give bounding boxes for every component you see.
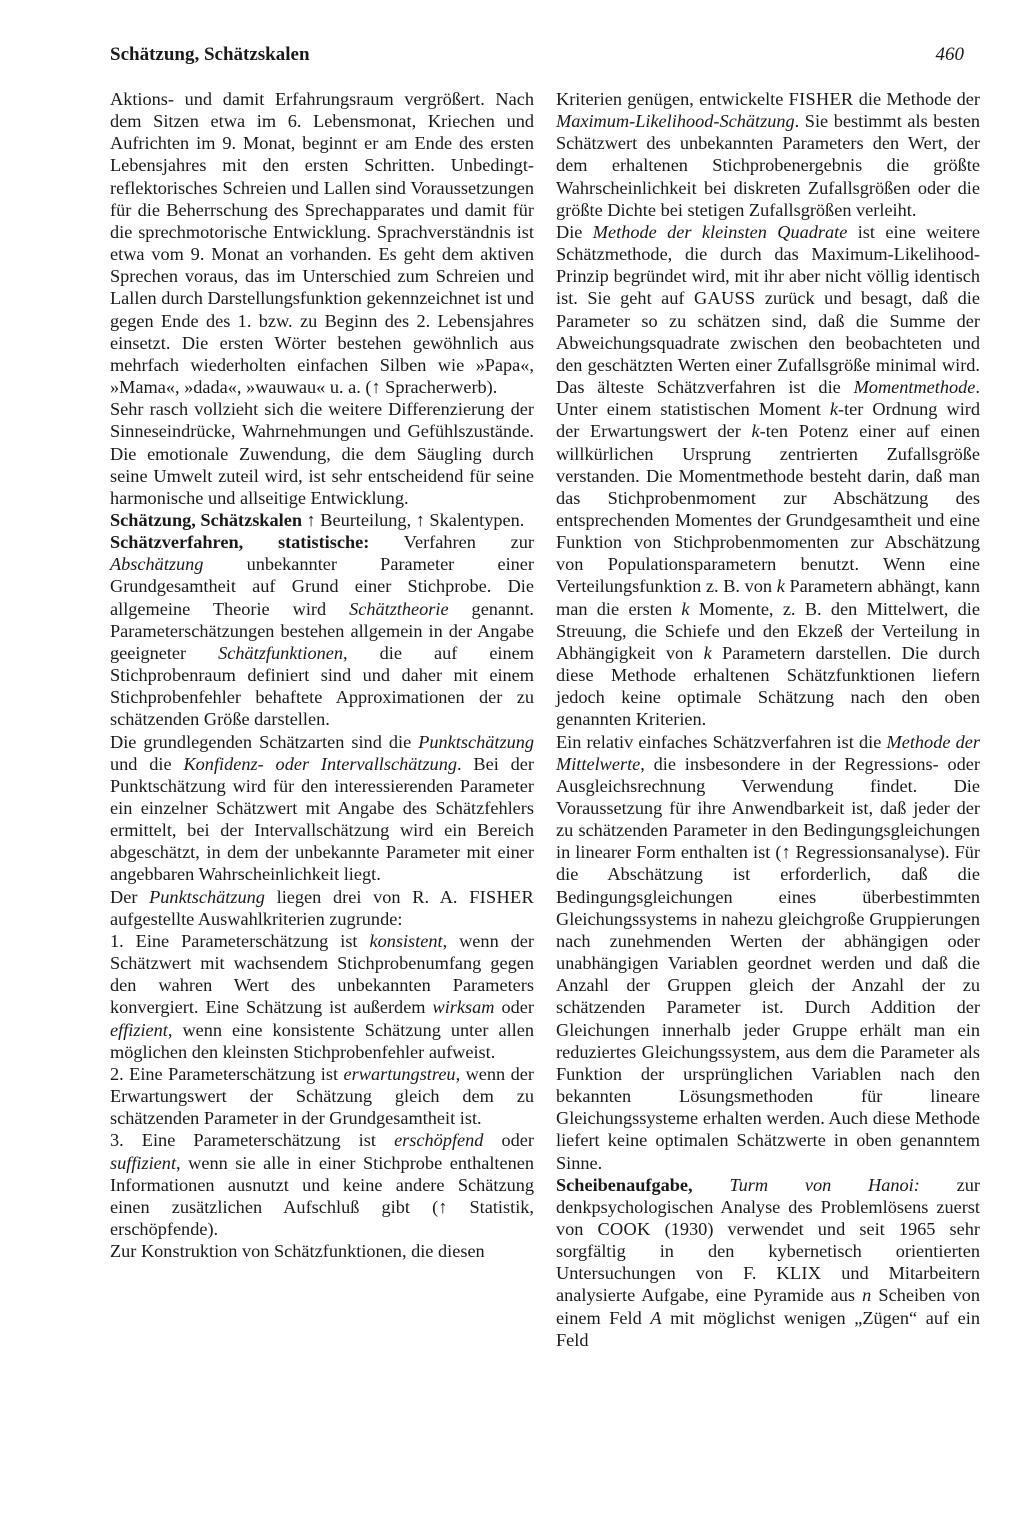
entry-term: Scheibenaufgabe,: [556, 1174, 693, 1195]
entry-schaetzverfahren: Schätzverfahren, statistische: Verfahren zur Abschätzung unbekannter Parameter einer Grundgesamtheit auf Grund einer Stichprobe. Die allgemeine Theorie wird Schätztheorie genannt. Parameterschätzungen bestehen allgemein in der Angabe geeigneter Schätzfunktionen, die auf einem Stichprobenraum definiert sind und daher mit einem Stichprobenfehler behaftete Approximationen der zu schätzenden Größe darstellen.: [110, 532, 534, 730]
page-number: 460: [935, 44, 964, 65]
entry-term: Schätzung, Schätzskalen: [110, 509, 302, 530]
paragraph-criterion-1: 1. Eine Parameterschätzung ist konsistent, wenn der Schätzwert mit wachsendem Stichprobenumfang gegen den wahren Wert des unbekannten Parameters konvergiert. Eine Schätzung ist außerdem wirksam oder effizient, wenn eine konsistente Schätzung unter allen möglichen den kleinsten Stichprobenfehler aufweist.: [110, 930, 534, 1062]
right-column: [556, 88, 980, 1351]
paragraph-criterion-2: 2. Eine Parameterschätzung ist erwartungstreu, wenn der Erwartungswert der Schätzung gleich dem zu schätzenden Parameter in der Grundgesamtheit ist.: [110, 1063, 534, 1129]
page-header: [110, 44, 964, 74]
left-column: [110, 88, 534, 1262]
paragraph-differentiation: Sehr rasch vollzieht sich die weitere Differenzierung der Sinneseindrücke, Wahrnehmungen und Gefühlszustände. Die emotionale Zuwendung, die dem Säugling durch seine Umwelt zuteil wird, ist sehr entscheidend für seine harmonische und allseitige Entwicklung.: [110, 399, 534, 508]
paragraph-maximum-likelihood: Kriterien genügen, entwickelte FISHER die Methode der Maximum-Likelihood-Schätzung. Sie bestimmt als besten Schätzwert des unbekannten Parameters den Wert, der dem erhaltenen Stichprobenergebnis die größte Wahrscheinlichkeit bei diskreten Zufallsgrößen oder die größte Dichte bei stetigen Zufallsgrößen verleiht.: [556, 89, 980, 220]
entry-scheibenaufgabe: Scheibenaufgabe, Turm von Hanoi: zur denkpsychologischen Analyse des Problemlösens zuerst von COOK (1930) verwendet und seit 1965 sehr sorgfältig in den kybernetisch orientierten Untersuchungen von F. KLIX und Mitarbeitern analysierte Aufgabe, eine Pyramide aus n Scheiben von einem Feld A mit möglichst wenigen „Zügen“ auf ein Feld: [556, 1174, 981, 1350]
paragraph-least-squares: Die Methode der kleinsten Quadrate ist eine weitere Schätzmethode, die durch das Maximum-Likelihood-Prinzip begründet wird, mit ihr aber nicht völlig identisch ist. Sie geht auf GAUSS zurück und besagt, daß die Parameter so zu schätzen sind, daß die Summe der Abweichungsquadrate zwischen den beobachteten und den geschätzten Werten einer Zufallsgröße minimal wird. Das älteste Schätzverfahren ist die Momentmethode. Unter einem statistischen Moment k-ter Ordnung wird der Erwartungswert der k-ten Potenz einer auf einen willkürlichen Ursprung zentrierten Zufallsgröße verstanden. Die Momentmethode besteht darin, daß man das Stichprobenmoment zur Abschätzung des entsprechenden Momentes der Grundgesamtheit und eine Funktion von Stichprobenmomenten zur Abschätzung von Populationsparametern benutzt. Wenn eine Verteilungsfunktion z. B. von k Parametern abhängt, kann man die ersten k Momente, z. B. den Mittelwert, die Streuung, die Schiefe und den Ekzeß der Verteilung in Abhängigkeit von k Parametern darstellen. Die durch diese Methode erhaltenen Schätzfunktionen liefern jedoch keine optimale Schätzung nach den oben genannten Kriterien.: [556, 221, 981, 730]
paragraph-infant-development: Aktions- und damit Erfahrungsraum vergrößert. Nach dem Sitzen etwa im 6. Lebensmonat, Kriechen und Aufrichten im 9. Monat, beginnt er am Ende des ersten Lebensjahres mit den ersten Schritten. Unbedingt-reflektorisches Schreien und Lallen sind Voraussetzungen für die Beherrschung des Sprechapparates und damit für die sprechmotorische Entwicklung. Sprachverständnis ist etwa vom 9. Monat an vorhanden. Es geht dem aktiven Sprechen voraus, das im Unterschied zum Schreien und Lallen durch Darstellungsfunktion gekennzeichnet ist und gegen Ende des 1. bzw. zu Beginn des 2. Lebensjahres einsetzt. Die ersten Wörter bestehen gewöhnlich aus mehrfach wiederholten einfachen Silben wie »Papa«, »Mama«, »dada«, »wauwau« u. a. (↑ Spracherwerb).: [110, 89, 534, 398]
paragraph-schaetzarten: Die grundlegenden Schätzarten sind die Punktschätzung und die Konfidenz- oder Intervallschätzung. Bei der Punktschätzung wird für den interessierenden Parameter ein einzelner Schätzwert mit Angabe des Schätzfehlers ermittelt, bei der Intervallschätzung wird ein Bereich abgeschätzt, in dem der unbekannte Parameter mit einer angebbaren Wahrscheinlichkeit liegt.: [110, 731, 534, 885]
entry-schaetzung: Schätzung, Schätzskalen ↑ Beurteilung, ↑ Skalentypen.: [110, 509, 525, 530]
paragraph-fisher-criteria: Der Punktschätzung liegen drei von R. A. FISHER aufgestellte Auswahlkriterien zugrunde:: [110, 886, 534, 929]
paragraph-method-of-means: Ein relativ einfaches Schätzverfahren ist die Methode der Mittelwerte, die insbesondere in der Regressions- oder Ausgleichsrechnung Verwendung findet. Die Voraussetzung für ihre Anwendbarkeit ist, daß jeder der zu schätzenden Parameter in den Bedingungsgleichungen in linearer Form enthalten ist (↑ Regressionsanalyse). Für die Abschätzung ist erforderlich, daß die Bedingungsgleichungen eines überbestimmten Gleichungssystems in nahezu gleichgroße Gruppierungen nach zunehmenden Werten der abhängigen oder unabhängigen Variablen geordnet werden und daß die Anzahl der Gruppen gleich der Anzahl der zu schätzenden Parameter ist. Durch Addition der Gleichungen innerhalb jeder Gruppe erhält man ein reduziertes Gleichungssystem, aus dem die Parameter als Funktion der ursprünglichen Variablen nach den bekannten Lösungsmethoden für lineare Gleichungssysteme erhalten werden. Auch diese Methode liefert keine optimalen Schätzwerte in oben genanntem Sinne.: [556, 731, 980, 1173]
running-head: Schätzung, Schätzskalen: [110, 44, 310, 65]
entry-term: Schätzverfahren, statistische:: [110, 532, 370, 553]
paragraph-construction: Zur Konstruktion von Schätzfunktionen, die diesen: [110, 1241, 485, 1262]
paragraph-criterion-3: 3. Eine Parameterschätzung ist erschöpfend oder suffizient, wenn sie alle in einer Stichprobe enthaltenen Informationen ausnutzt und keine andere Schätzung einen zusätzlichen Aufschluß gibt (↑ Statistik, erschöpfende).: [110, 1130, 534, 1239]
